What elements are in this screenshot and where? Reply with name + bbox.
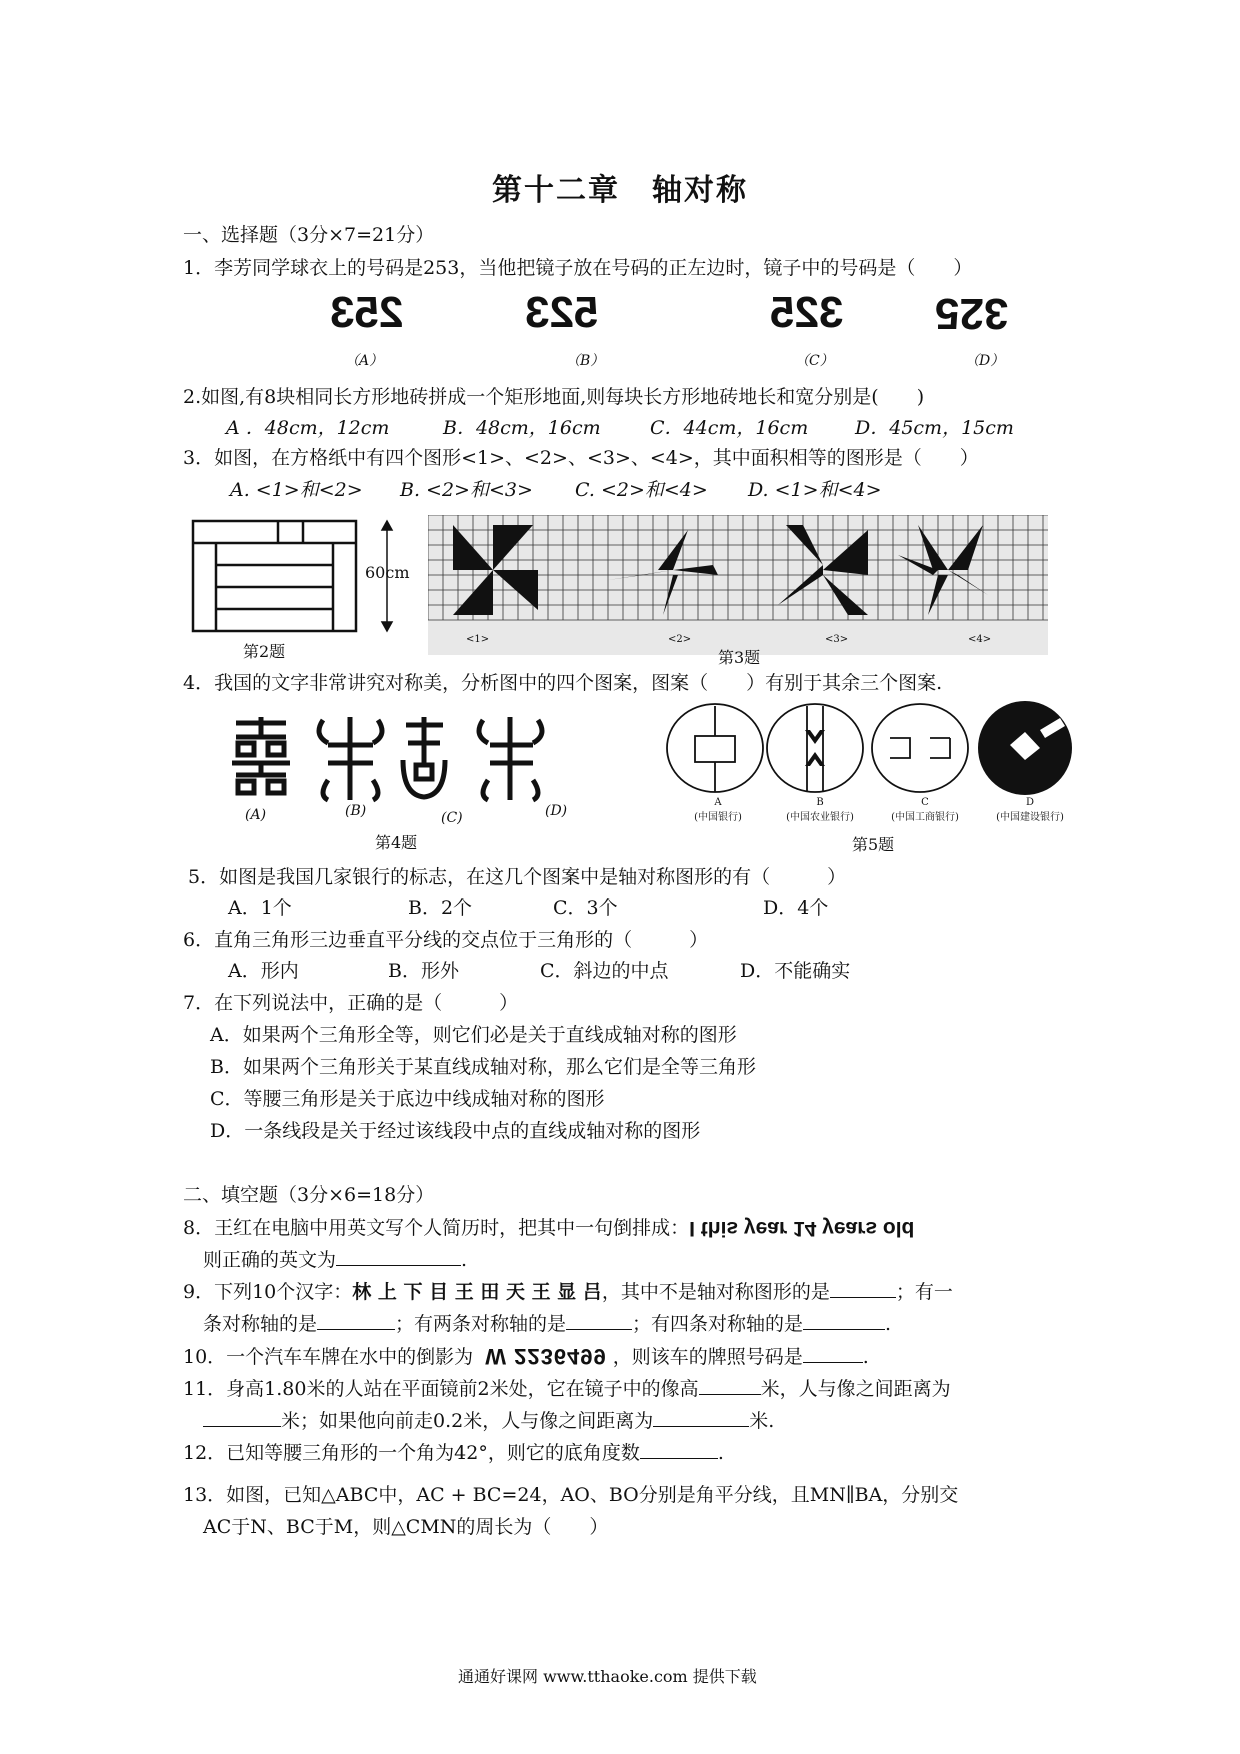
question-8-text: 8．王红在电脑中用英文写个人简历时，把其中一句倒排成： <box>183 1217 690 1239</box>
q12-text: 12．已知等腰三角形的一个角为42°，则它的底角度数 <box>183 1442 640 1464</box>
q11-blank-1[interactable] <box>699 1376 761 1395</box>
q3-option-a: A. <1>和<2> <box>230 479 363 501</box>
question-4-text: 4．我国的文字非常讲究对称美，分析图中的四个图案，图案（ ）有别于其余三个图案. <box>183 672 943 694</box>
q3-grid-figure <box>428 515 1048 655</box>
q10-end: . <box>862 1346 869 1368</box>
q9-end: . <box>885 1313 892 1335</box>
q5-label-b: B (中国农业银行) <box>786 797 854 823</box>
question-7-text: 7．在下列说法中，正确的是（ ） <box>183 992 519 1014</box>
q5-label-c: C (中国工商银行) <box>891 797 959 823</box>
question-9-line2 <box>203 1309 891 1336</box>
q6-option-c: C．斜边的中点 <box>540 960 669 982</box>
q5-option-d: D．4个 <box>763 897 829 919</box>
q11-text: 11．身高1.80米的人站在平面镜前2米处，它在镜子中的像高 <box>183 1378 699 1400</box>
q11-blank-2[interactable] <box>203 1408 281 1427</box>
q1-label-b: （B） <box>566 353 605 369</box>
q4-label-a: (A) <box>245 807 267 823</box>
q3-figure-caption: 第3题 <box>718 648 761 667</box>
q1-label-a: （A） <box>345 353 384 369</box>
q5-figure-caption: 第5题 <box>852 835 895 854</box>
q3-option-b: B. <2>和<3> <box>400 479 533 501</box>
q3-label-3: <3> <box>825 634 849 645</box>
q1-option-c-glyph: 325 <box>770 288 844 337</box>
q11-text2: 米，人与像之间距离为 <box>760 1378 951 1400</box>
q12-end: . <box>717 1442 724 1464</box>
q5-bank-logos-figure <box>665 700 1105 810</box>
q6-option-d: D．不能确实 <box>740 960 851 982</box>
q5-label-b-name: (中国农业银行) <box>786 812 854 823</box>
question-1-text: 1．李芳同学球衣上的号码是253，当他把镜子放在号码的正左边时，镜子中的号码是（ ） <box>183 257 973 279</box>
q9-line2b: ；有两条对称轴的是 <box>395 1313 567 1335</box>
q1-label-d: （D） <box>965 353 1005 369</box>
q4-characters-figure <box>228 715 608 805</box>
q9-blank-4[interactable] <box>803 1311 885 1330</box>
q9-blank-2[interactable] <box>317 1311 395 1330</box>
q4-label-d: (D) <box>545 803 568 819</box>
q3-option-d: D. <1>和<4> <box>748 479 882 501</box>
q2-option-b: B．48cm，16cm <box>443 417 601 439</box>
q9-text2: ，其中不是轴对称图形的是 <box>601 1281 830 1303</box>
q1-option-b-figure <box>525 288 598 338</box>
q5-label-d: D (中国建设银行) <box>996 797 1064 823</box>
question-13-line1: 13．如图，已知△ABC中，AC + BC=24，AO、BO分别是角平分线，且MN∥BA，分别交 <box>183 1484 959 1506</box>
q4-figure-caption: 第4题 <box>375 833 418 852</box>
question-12-line <box>183 1438 724 1465</box>
question-8-line2 <box>203 1245 467 1272</box>
question-13-line2: AC于N、BC于M，则△CMN的周长为（ ） <box>203 1516 609 1538</box>
q2-figure-caption: 第2题 <box>243 642 286 661</box>
q9-text3: ；有一 <box>895 1281 953 1303</box>
question-8-line1 <box>183 1213 914 1240</box>
question-11-line1 <box>183 1374 951 1401</box>
q10-text2: ，则该车的牌照号码是 <box>612 1346 803 1368</box>
q2-option-c: C．44cm，16cm <box>650 417 809 439</box>
q7-option-d: D．一条线段是关于经过该线段中点的直线成轴对称的图形 <box>210 1120 701 1142</box>
q10-text: 10．一个汽车车牌在水中的倒影为 <box>183 1346 474 1368</box>
q9-blank-1[interactable] <box>830 1279 896 1298</box>
q8-answer-blank[interactable] <box>336 1247 461 1266</box>
q6-option-b: B．形外 <box>388 960 459 982</box>
q6-option-a: A．形内 <box>228 960 299 982</box>
question-9-line1 <box>183 1277 953 1304</box>
q5-label-d-name: (中国建设银行) <box>996 812 1064 823</box>
q5-label-a: A (中国银行) <box>694 797 742 823</box>
q1-option-a-glyph: 253 <box>330 288 404 337</box>
q8-line2-label: 则正确的英文为 <box>203 1249 337 1271</box>
q9-line2a: 条对称轴的是 <box>203 1313 318 1335</box>
q3-label-4: <4> <box>968 634 992 645</box>
q5-label-a-name: (中国银行) <box>694 812 742 823</box>
q5-label-c-name: (中国工商银行) <box>891 812 959 823</box>
q9-blank-3[interactable] <box>566 1311 632 1330</box>
q2-dimension-label: 60cm <box>365 563 410 582</box>
q10-answer-blank[interactable] <box>803 1344 863 1363</box>
q8-end: . <box>461 1249 468 1271</box>
q9-text1: 9．下列10个汉字： <box>183 1281 353 1303</box>
q11-line2b: 米. <box>749 1410 775 1432</box>
question-5-text: 5．如图是我国几家银行的标志，在这几个图案中是轴对称图形的有（ ） <box>188 866 847 888</box>
section-heading-choice: 一、选择题（3分×7=21分） <box>183 224 435 246</box>
page-title: 第十二章 轴对称 <box>492 173 748 208</box>
q7-option-c: C．等腰三角形是关于底边中线成轴对称的图形 <box>210 1088 605 1110</box>
question-2-text: 2.如图,有8块相同长方形地砖拼成一个矩形地面,则每块长方形地砖地长和宽分别是( ) <box>183 386 925 408</box>
q7-option-a: A．如果两个三角形全等，则它们必是关于直线成轴对称的图形 <box>210 1024 737 1046</box>
q9-line2c: ；有四条对称轴的是 <box>632 1313 804 1335</box>
section-heading-fill: 二、填空题（3分×6=18分） <box>183 1184 435 1206</box>
q2-option-a: A ．48cm，12cm <box>226 417 390 439</box>
q1-option-d-glyph: 325 <box>935 289 1009 338</box>
q1-label-c: （C） <box>795 353 834 369</box>
question-11-line2 <box>203 1406 774 1433</box>
question-10-line <box>183 1342 869 1369</box>
q7-option-b: B．如果两个三角形关于某直线成轴对称，那么它们是全等三角形 <box>210 1056 756 1078</box>
q3-label-2: <2> <box>668 634 692 645</box>
q5-option-a: A．1个 <box>228 897 292 919</box>
q8-reversed-sentence: I this year 14 years old <box>689 1217 915 1240</box>
q3-label-1: <1> <box>466 634 490 645</box>
q5-option-b: B．2个 <box>408 897 473 919</box>
q1-option-b-glyph: 523 <box>525 288 599 337</box>
q2-option-d: D．45cm，15cm <box>855 417 1014 439</box>
q11-line2a: 米；如果他向前走0.2米，人与像之间距离为 <box>281 1410 654 1432</box>
q3-option-c: C. <2>和<4> <box>575 479 708 501</box>
q1-option-a-figure <box>330 288 403 338</box>
q10-plate-reflection: W 2236499 <box>485 1344 607 1369</box>
question-3-text: 3．如图，在方格纸中有四个图形<1>、<2>、<3>、<4>，其中面积相等的图形是（ ） <box>183 447 979 469</box>
q11-blank-3[interactable] <box>653 1408 749 1427</box>
q1-option-d-figure <box>935 288 1008 338</box>
question-6-text: 6．直角三角形三边垂直平分线的交点位于三角形的（ ） <box>183 929 709 951</box>
page-footer: 通通好课网 www.tthaoke.com 提供下载 <box>458 1667 757 1686</box>
q12-answer-blank[interactable] <box>640 1440 718 1459</box>
q1-option-c-figure <box>770 288 843 338</box>
q5-option-c: C．3个 <box>553 897 618 919</box>
q9-chars: 林 上 下 目 王 田 天 王 显 吕 <box>352 1281 602 1303</box>
q4-label-c: (C) <box>441 810 463 826</box>
q4-label-b: (B) <box>345 803 367 819</box>
